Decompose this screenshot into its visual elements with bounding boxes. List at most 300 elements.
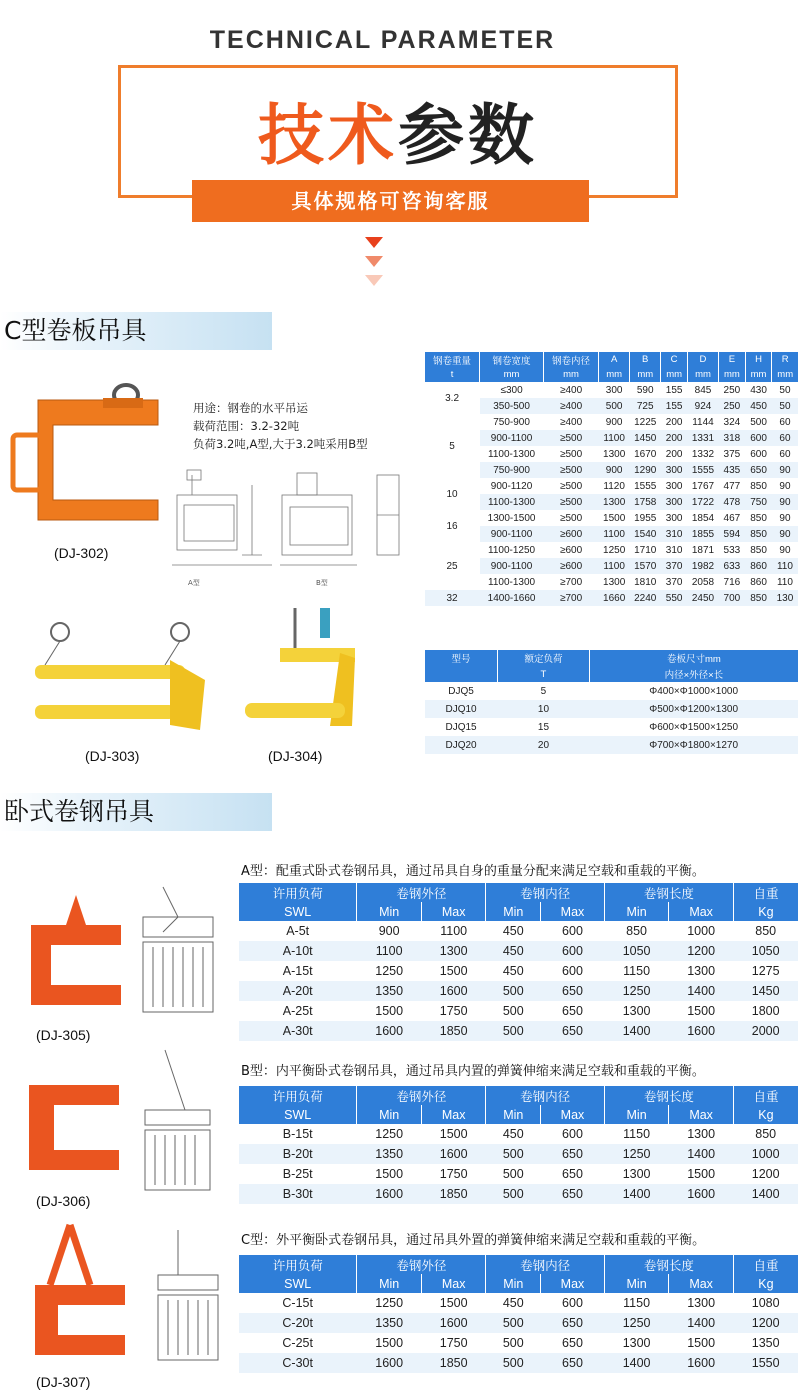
type-c-desc: C型：外平衡卧式卷钢吊具，通过吊具外置的弹簧伸缩来满足空载和重载的平衡。 <box>241 1233 706 1248</box>
column-header: 卷钢外径 <box>357 1255 486 1274</box>
table-cell: 50 <box>772 398 798 414</box>
table-cell: 1250 <box>604 1313 669 1333</box>
column-sub-header: Max <box>669 1105 734 1124</box>
column-sub-header: Max <box>421 902 486 921</box>
table-cell: 1670 <box>634 448 657 460</box>
weight-cell: 5 <box>449 440 455 452</box>
table-cell: 2240 <box>630 590 661 606</box>
model-table <box>424 650 798 754</box>
table-cell: 300 <box>665 512 683 524</box>
column-header: 钢卷重量 <box>425 352 480 367</box>
table-cell: 650 <box>562 1167 583 1181</box>
table-cell: 450 <box>745 398 772 414</box>
column-sub-header: Max <box>421 1274 486 1293</box>
table-cell: 590 <box>636 384 654 396</box>
column-unit: mm <box>630 367 661 382</box>
header-row <box>239 883 799 902</box>
table-cell: 90 <box>779 544 791 556</box>
table-cell: 1600 <box>669 1021 734 1041</box>
column-sub-header: Min <box>486 1274 541 1293</box>
table-cell: 1331 <box>687 430 718 446</box>
table-cell: 500 <box>486 1021 541 1041</box>
column-header: 卷钢长度 <box>604 1255 733 1274</box>
column-unit: mm <box>687 367 718 382</box>
column-sub-header: Min <box>486 902 541 921</box>
table-cell: 1350 <box>357 981 422 1001</box>
table-cell: 1400 <box>669 981 734 1001</box>
table-cell: 200 <box>661 430 688 446</box>
table-cell: 1250 <box>375 1296 404 1310</box>
table-cell: 900-1100 <box>480 558 544 574</box>
table-cell: 60 <box>779 448 791 460</box>
table-cell: C-20t <box>239 1313 357 1333</box>
table-cell: 1854 <box>691 512 715 524</box>
table-cell: 1290 <box>630 462 661 478</box>
table-cell: 924 <box>687 398 718 414</box>
table-cell: 1200 <box>669 941 734 961</box>
table-row <box>239 981 799 1001</box>
column-unit: mm <box>543 367 598 382</box>
table-cell: 1300 <box>687 1127 716 1141</box>
table-row <box>425 510 799 526</box>
table-cell: 1871 <box>691 544 715 556</box>
table-cell: 324 <box>723 416 741 428</box>
column-header: 许用负荷 <box>239 1086 357 1105</box>
column-header: 自重 <box>733 1255 798 1274</box>
table-cell: 650 <box>541 1313 605 1333</box>
column-unit: T <box>498 666 590 682</box>
table-cell: 450 <box>502 1296 524 1310</box>
column-sub-header: Kg <box>733 902 798 921</box>
table-cell: 750 <box>745 494 772 510</box>
table-row <box>239 961 799 981</box>
table-row <box>425 430 799 446</box>
column-header: 卷板尺寸mm <box>589 650 798 666</box>
caption-dj307: (DJ-307) <box>36 1374 91 1390</box>
table-cell: 900 <box>599 462 630 478</box>
arrow-down-icon <box>365 237 383 248</box>
column-header: 许用负荷 <box>239 1255 357 1274</box>
table-cell: 467 <box>723 512 741 524</box>
table-cell: 600 <box>562 1127 583 1141</box>
column-sub-header: Max <box>541 1105 605 1124</box>
column-header: 卷钢长度 <box>604 1086 733 1105</box>
column-sub-header: Kg <box>733 1274 798 1293</box>
table-cell: 200 <box>665 448 683 460</box>
table-cell: 1758 <box>630 494 661 510</box>
table-cell: 500 <box>750 416 767 428</box>
table-cell: 1600 <box>421 1144 486 1164</box>
column-sub-header: Min <box>604 902 669 921</box>
table-cell: 477 <box>723 480 741 492</box>
table-cell: 600 <box>562 1296 583 1310</box>
table-cell: 700 <box>719 590 746 606</box>
table-cell: ≥400 <box>559 384 583 396</box>
table-cell: 900 <box>605 416 623 428</box>
table-cell: ≥500 <box>559 512 583 524</box>
column-header: 自重 <box>733 1086 798 1105</box>
table-cell: 600 <box>750 448 767 460</box>
column-header: 钢卷宽度 <box>480 352 544 367</box>
table-cell: 850 <box>745 590 772 606</box>
table-cell: 1500 <box>439 1127 468 1141</box>
table-cell: 300 <box>661 494 688 510</box>
table-cell: 1300 <box>622 1167 651 1181</box>
table-cell: 90 <box>772 462 798 478</box>
table-cell: ≥500 <box>559 448 583 460</box>
english-title: TECHNICAL PARAMETER <box>209 26 556 54</box>
table-cell: 155 <box>665 384 683 396</box>
table-row <box>239 1353 799 1373</box>
table-cell: 600 <box>745 430 772 446</box>
table-cell: 1450 <box>630 430 661 446</box>
table-cell: 1400 <box>604 1184 669 1204</box>
column-header: C <box>661 352 688 367</box>
table-cell: 1750 <box>439 1336 468 1350</box>
table-row <box>425 526 799 542</box>
table-cell: 850 <box>750 512 767 524</box>
table-cell: ≥600 <box>543 558 598 574</box>
table-cell: 1500 <box>603 512 626 524</box>
table-cell: 300 <box>605 384 623 396</box>
table-cell: 1500 <box>687 1167 716 1181</box>
table-cell: 318 <box>719 430 746 446</box>
column-header: 卷钢内径 <box>486 883 604 902</box>
table-row <box>425 700 799 718</box>
column-sub-header: Max <box>541 902 605 921</box>
table-cell: 850 <box>745 526 772 542</box>
note-line: 负荷3.2吨,A型,大于3.2吨采用B型 <box>193 437 368 451</box>
table-cell: 1300 <box>421 941 486 961</box>
table-cell: 860 <box>750 576 767 588</box>
table-cell: 155 <box>661 398 688 414</box>
dj305-product-image <box>26 895 126 1020</box>
table-cell: 500 <box>486 1353 541 1373</box>
table-cell: 1100 <box>440 924 468 938</box>
table-cell: 350-500 <box>480 398 544 414</box>
table-cell: DJQ15 <box>445 721 477 733</box>
table-cell: 300 <box>661 462 688 478</box>
title-part-1: 技术 <box>258 97 398 174</box>
table-cell: 1500 <box>375 1336 404 1350</box>
sub-header-row <box>239 902 799 921</box>
table-cell: 450 <box>486 941 541 961</box>
table-cell: B-20t <box>239 1144 357 1164</box>
table-cell: 1300 <box>599 494 630 510</box>
table-cell: B-25t <box>282 1167 313 1181</box>
column-sub-header: SWL <box>239 1274 357 1293</box>
table-cell: 1200 <box>733 1313 798 1333</box>
column-sub-header: Min <box>604 1105 669 1124</box>
table-cell: 600 <box>562 924 583 938</box>
table-cell: 900-1120 <box>490 480 533 492</box>
dj307-product-image <box>30 1225 130 1365</box>
technical-drawing <box>172 465 412 585</box>
table-cell: 1150 <box>623 1296 651 1310</box>
column-header: 卷钢长度 <box>604 883 733 902</box>
header-row <box>239 1255 799 1274</box>
table-cell: 50 <box>779 384 791 396</box>
table-cell: 1800 <box>751 1004 780 1018</box>
table-cell: 450 <box>502 964 524 978</box>
table-cell: B-15t <box>282 1127 313 1141</box>
table-cell: 1600 <box>357 1353 422 1373</box>
table-cell: 1500 <box>687 1336 716 1350</box>
table-cell: 1450 <box>733 981 798 1001</box>
table-cell: 1050 <box>604 941 669 961</box>
table-cell: ≤300 <box>500 384 523 396</box>
type-c-table <box>238 1255 798 1373</box>
dj306-line-drawing <box>140 1050 225 1195</box>
table-cell: 1080 <box>751 1296 780 1310</box>
table-cell: 1767 <box>691 480 715 492</box>
table-cell: 600 <box>562 964 583 978</box>
dj303-product-image <box>30 620 215 735</box>
table-cell: 1350 <box>357 1313 422 1333</box>
table-cell: 1600 <box>421 1313 486 1333</box>
table-cell: 500 <box>599 398 630 414</box>
table-cell: 1350 <box>357 1144 422 1164</box>
table-cell: 1500 <box>375 1167 404 1181</box>
unit-row <box>425 367 799 382</box>
table-cell: 20 <box>498 736 590 754</box>
column-header: H <box>745 352 772 367</box>
table-cell: 430 <box>750 384 767 396</box>
table-cell: 1982 <box>687 558 718 574</box>
table-cell: 1570 <box>630 558 661 574</box>
type-a-table <box>238 883 798 1041</box>
caption-dj302: (DJ-302) <box>54 545 109 561</box>
table-cell: 650 <box>541 981 605 1001</box>
table-cell: 850 <box>626 924 648 938</box>
table-row <box>425 574 799 590</box>
table-cell: 90 <box>772 526 798 542</box>
table-cell: 1555 <box>634 480 657 492</box>
column-unit <box>425 666 498 682</box>
column-header: 卷钢内径 <box>486 1086 604 1105</box>
table-cell: 1100-1300 <box>488 576 536 588</box>
column-unit: mm <box>719 367 746 382</box>
table-row <box>425 414 799 430</box>
table-cell: C-30t <box>239 1353 357 1373</box>
column-sub-header: Min <box>357 902 422 921</box>
table-cell: 1144 <box>692 416 714 428</box>
table-cell: 1555 <box>687 462 718 478</box>
table-cell: 2450 <box>687 590 718 606</box>
table-cell: 1300 <box>603 448 626 460</box>
table-cell: 1150 <box>623 964 651 978</box>
table-cell: 716 <box>723 576 741 588</box>
column-header: 自重 <box>733 883 798 902</box>
note-line: 用途：钢卷的水平吊运 <box>193 401 308 415</box>
column-header: 钢卷内径 <box>543 352 598 367</box>
table-cell: Φ700×Φ1800×1270 <box>589 736 798 754</box>
table-row <box>425 718 799 736</box>
table-row <box>239 1001 799 1021</box>
table-cell: 1400-1660 <box>480 590 544 606</box>
table-row <box>239 1333 799 1353</box>
sub-header-row <box>239 1105 799 1124</box>
column-unit: mm <box>599 367 630 382</box>
table-cell: 1250 <box>375 964 404 978</box>
table-cell: 1275 <box>751 964 780 978</box>
table-cell: 1250 <box>604 981 669 1001</box>
table-cell: 90 <box>779 480 791 492</box>
table-cell: 1300 <box>687 1296 716 1310</box>
table-cell: 478 <box>719 494 746 510</box>
table-cell: 310 <box>661 526 688 542</box>
table-cell: 650 <box>562 1004 583 1018</box>
table-row <box>425 682 799 700</box>
table-cell: 1550 <box>733 1353 798 1373</box>
column-sub-header: Max <box>669 1274 734 1293</box>
column-sub-header: Max <box>669 902 734 921</box>
table-cell: 1000 <box>687 924 716 938</box>
table-row <box>239 1164 799 1184</box>
table-cell: 1100 <box>357 941 422 961</box>
table-cell: 1250 <box>604 1144 669 1164</box>
table-cell: 2000 <box>733 1021 798 1041</box>
table-cell: A-15t <box>282 964 313 978</box>
column-header: 卷钢内径 <box>486 1255 604 1274</box>
table-cell: 250 <box>719 398 746 414</box>
table-cell: 1855 <box>687 526 718 542</box>
table-cell: ≥600 <box>559 544 583 556</box>
table-cell: 500 <box>486 1313 541 1333</box>
column-header: A <box>599 352 630 367</box>
column-unit: mm <box>745 367 772 382</box>
table-cell: 900-1100 <box>480 430 544 446</box>
table-cell: DJQ5 <box>448 685 474 697</box>
diagram-label-a: A型 <box>188 579 200 587</box>
title-part-2: 参数 <box>398 97 538 174</box>
table-cell: 450 <box>502 1127 524 1141</box>
table-row <box>239 1144 799 1164</box>
table-cell: 1225 <box>634 416 657 428</box>
table-cell: 550 <box>661 590 688 606</box>
table-cell: 1120 <box>603 480 625 492</box>
column-unit: mm <box>480 367 544 382</box>
table-row <box>425 494 799 510</box>
table-cell: B-30t <box>239 1184 357 1204</box>
table-cell: 1300 <box>622 1336 651 1350</box>
table-cell: DJQ20 <box>425 736 498 754</box>
table-cell: 1722 <box>687 494 718 510</box>
table-cell: 2058 <box>691 576 715 588</box>
table-cell: 500 <box>502 1336 524 1350</box>
table-cell: 1100-1300 <box>480 494 544 510</box>
table-cell: 1300-1500 <box>487 512 536 524</box>
type-b-desc: B型：内平衡卧式卷钢吊具，通过吊具内置的弹簧伸缩来满足空载和重载的平衡。 <box>241 1064 705 1079</box>
table-row <box>425 398 799 414</box>
table-cell: 900 <box>378 924 400 938</box>
table-cell: 1150 <box>623 1127 651 1141</box>
subtitle-bar: 具体规格可咨询客服 <box>192 180 589 222</box>
table-cell: ≥400 <box>559 416 583 428</box>
table-cell: 650 <box>541 1144 605 1164</box>
table-cell: 1100-1300 <box>488 448 536 460</box>
table-cell: 725 <box>630 398 661 414</box>
weight-cell: 32 <box>425 590 480 606</box>
table-cell: 15 <box>537 721 550 733</box>
table-cell: DJQ10 <box>425 700 498 718</box>
table-cell: 1600 <box>421 981 486 1001</box>
table-cell: 500 <box>486 1144 541 1164</box>
weight-cell: 10 <box>446 488 458 500</box>
table-cell: 1810 <box>634 576 657 588</box>
dj304-product-image <box>240 608 360 738</box>
table-cell: 500 <box>486 1184 541 1204</box>
column-sub-header: Max <box>421 1105 486 1124</box>
table-cell: 1100 <box>599 430 630 446</box>
table-cell: 200 <box>665 416 683 428</box>
table-cell: 1000 <box>733 1144 798 1164</box>
weight-cell: 25 <box>446 560 458 572</box>
column-header: D <box>687 352 718 367</box>
column-header: 额定负荷 <box>498 650 590 666</box>
table-cell: 1600 <box>357 1184 422 1204</box>
arrow-down-icon <box>365 275 383 286</box>
table-cell: C-15t <box>282 1296 313 1310</box>
table-row <box>425 736 799 754</box>
header-row <box>425 650 799 666</box>
table-cell: 90 <box>779 512 791 524</box>
table-cell: 300 <box>665 480 683 492</box>
table-cell: ≥500 <box>543 462 598 478</box>
table-cell: ≥500 <box>543 494 598 510</box>
table-cell: 1600 <box>669 1184 734 1204</box>
table-cell: 1300 <box>622 1004 651 1018</box>
table-row <box>239 921 799 941</box>
table-row <box>239 1124 799 1144</box>
table-cell: 633 <box>719 558 746 574</box>
table-cell: 1540 <box>630 526 661 542</box>
table-cell: 1850 <box>421 1184 486 1204</box>
table-row <box>425 446 799 462</box>
table-cell: 1300 <box>687 964 716 978</box>
column-sub-header: Min <box>604 1274 669 1293</box>
table-cell: 650 <box>541 1184 605 1204</box>
table-cell: 250 <box>723 384 741 396</box>
table-cell: 435 <box>719 462 746 478</box>
table-cell: 594 <box>719 526 746 542</box>
table-cell: ≥700 <box>543 590 598 606</box>
caption-dj303: (DJ-303) <box>85 748 140 764</box>
table-cell: A-30t <box>239 1021 357 1041</box>
table-cell: 1100 <box>599 526 630 542</box>
column-header: 许用负荷 <box>239 883 357 902</box>
dj307-line-drawing <box>148 1230 238 1365</box>
table-cell: 850 <box>750 480 767 492</box>
table-cell: 370 <box>661 558 688 574</box>
column-header: 型号 <box>425 650 498 666</box>
table-cell: 130 <box>772 590 798 606</box>
table-cell: 90 <box>772 494 798 510</box>
table-cell: 375 <box>723 448 741 460</box>
column-unit: 内径×外径×长 <box>589 666 798 682</box>
type-a-desc: A型：配重式卧式卷钢吊具，通过吊具自身的重量分配来满足空载和重载的平衡。 <box>241 864 705 879</box>
table-cell: 1710 <box>634 544 657 556</box>
table-cell: ≥400 <box>543 398 598 414</box>
c-spec-table <box>424 352 798 606</box>
table-row <box>425 590 799 606</box>
table-cell: 1500 <box>375 1004 404 1018</box>
table-row <box>425 558 799 574</box>
table-row <box>239 1021 799 1041</box>
table-row <box>239 1184 799 1204</box>
table-cell: 1400 <box>669 1313 734 1333</box>
column-header: E <box>719 352 746 367</box>
